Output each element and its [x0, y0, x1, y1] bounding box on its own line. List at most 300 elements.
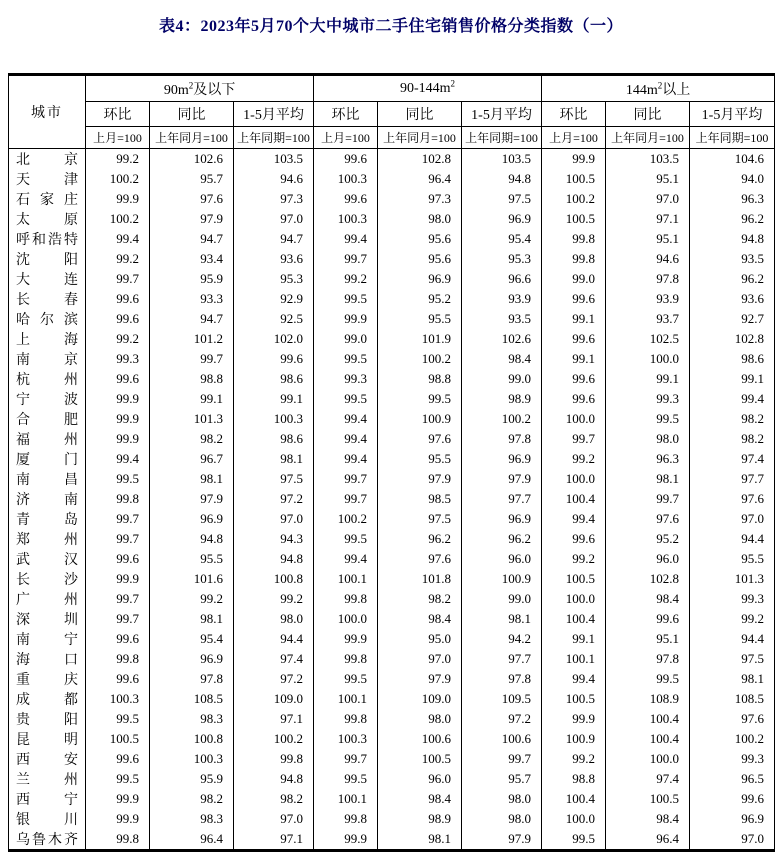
value-cell: 97.8: [462, 429, 542, 449]
value-cell: 99.6: [542, 289, 606, 309]
table-row: [9, 509, 775, 529]
city-name: 武汉: [16, 553, 78, 568]
value-cell: 99.7: [314, 469, 378, 489]
city-cell: [9, 369, 86, 389]
value-cell: 99.7: [86, 589, 150, 609]
table-row: [9, 149, 775, 170]
value-cell: 99.7: [150, 349, 234, 369]
value-cell: 98.0: [378, 209, 462, 229]
value-cell: 98.4: [378, 609, 462, 629]
value-cell: 100.2: [314, 509, 378, 529]
value-cell: 99.6: [86, 749, 150, 769]
value-cell: 98.8: [542, 769, 606, 789]
value-cell: 97.3: [378, 189, 462, 209]
value-cell: 95.5: [150, 549, 234, 569]
value-cell: 97.1: [234, 709, 314, 729]
city-cell: [9, 489, 86, 509]
value-cell: 99.7: [462, 749, 542, 769]
value-cell: 100.2: [542, 189, 606, 209]
value-cell: 99.5: [86, 709, 150, 729]
value-cell: 96.2: [378, 529, 462, 549]
value-cell: 100.4: [542, 489, 606, 509]
value-cell: 93.6: [234, 249, 314, 269]
table-row: [9, 489, 775, 509]
value-cell: 99.2: [314, 269, 378, 289]
table-row: [9, 749, 775, 769]
value-cell: 97.6: [690, 709, 775, 729]
city-cell: [9, 409, 86, 429]
table-row: [9, 209, 775, 229]
value-cell: 98.1: [234, 449, 314, 469]
value-cell: 100.8: [234, 569, 314, 589]
value-cell: 108.5: [690, 689, 775, 709]
value-cell: 100.4: [606, 729, 690, 749]
value-cell: 100.3: [314, 729, 378, 749]
value-cell: 109.0: [234, 689, 314, 709]
value-cell: 100.3: [314, 209, 378, 229]
value-cell: 97.6: [150, 189, 234, 209]
value-cell: 99.5: [86, 769, 150, 789]
value-cell: 97.4: [690, 449, 775, 469]
value-cell: 99.6: [542, 389, 606, 409]
value-cell: 100.4: [542, 609, 606, 629]
value-cell: 98.0: [462, 789, 542, 809]
city-cell: [9, 549, 86, 569]
value-cell: 95.9: [150, 769, 234, 789]
city-cell: [9, 309, 86, 329]
value-cell: 97.5: [378, 509, 462, 529]
value-cell: 94.2: [462, 629, 542, 649]
value-cell: 99.6: [86, 669, 150, 689]
city-cell: [9, 289, 86, 309]
value-cell: 97.7: [690, 469, 775, 489]
value-cell: 99.1: [234, 389, 314, 409]
value-cell: 99.5: [314, 389, 378, 409]
group-header-144-above: [542, 75, 775, 102]
value-cell: 97.5: [462, 189, 542, 209]
value-cell: 97.8: [150, 669, 234, 689]
value-cell: 97.3: [234, 189, 314, 209]
value-cell: 99.4: [86, 229, 150, 249]
value-cell: 99.4: [314, 549, 378, 569]
value-cell: 97.4: [606, 769, 690, 789]
value-cell: 96.6: [462, 269, 542, 289]
group-label-prefix: 90-144m: [399, 80, 451, 96]
value-cell: 99.6: [234, 349, 314, 369]
city-name: 乌鲁木齐: [16, 833, 78, 848]
city-cell: [9, 589, 86, 609]
value-cell: 95.6: [378, 249, 462, 269]
group-label-suffix: 以上: [662, 82, 691, 98]
value-cell: 96.9: [378, 269, 462, 289]
value-cell: 99.4: [314, 429, 378, 449]
city-name: 西安: [16, 753, 78, 768]
value-cell: 99.5: [314, 349, 378, 369]
value-cell: 98.0: [234, 609, 314, 629]
value-cell: 100.1: [542, 649, 606, 669]
city-name: 石家庄: [16, 193, 78, 208]
group-header-row: [9, 75, 775, 102]
value-cell: 100.0: [542, 589, 606, 609]
base-same-month-3: 上年同月=100: [606, 127, 690, 149]
city-name: 天津: [16, 173, 78, 188]
value-cell: 96.0: [606, 549, 690, 569]
value-cell: 95.5: [378, 309, 462, 329]
value-cell: 99.8: [86, 649, 150, 669]
value-cell: 99.1: [542, 309, 606, 329]
value-cell: 95.2: [606, 529, 690, 549]
value-cell: 100.3: [150, 749, 234, 769]
value-cell: 99.5: [314, 529, 378, 549]
city-name: 济南: [16, 493, 78, 508]
header-avg-2: 1-5月平均: [462, 102, 542, 127]
value-cell: 99.6: [86, 369, 150, 389]
value-cell: 102.6: [150, 149, 234, 170]
value-cell: 98.2: [378, 589, 462, 609]
value-cell: 99.8: [314, 709, 378, 729]
value-cell: 96.3: [606, 449, 690, 469]
value-cell: 103.5: [234, 149, 314, 170]
group-label-suffix: 及以下: [193, 82, 236, 98]
city-name: 海口: [16, 653, 78, 668]
value-cell: 99.6: [314, 189, 378, 209]
value-cell: 98.4: [606, 589, 690, 609]
value-cell: 96.2: [690, 209, 775, 229]
value-cell: 97.7: [462, 489, 542, 509]
value-cell: 97.0: [690, 509, 775, 529]
value-cell: 99.9: [314, 629, 378, 649]
table-row: [9, 669, 775, 689]
value-cell: 99.5: [314, 289, 378, 309]
value-cell: 98.6: [690, 349, 775, 369]
city-cell: [9, 769, 86, 789]
value-cell: 99.7: [86, 509, 150, 529]
city-cell: [9, 669, 86, 689]
value-cell: 96.9: [462, 449, 542, 469]
value-cell: 100.0: [606, 749, 690, 769]
table-row: [9, 369, 775, 389]
city-cell: [9, 789, 86, 809]
value-cell: 99.0: [462, 589, 542, 609]
value-cell: 92.9: [234, 289, 314, 309]
value-cell: 109.0: [378, 689, 462, 709]
city-cell: [9, 749, 86, 769]
city-name: 青岛: [16, 513, 78, 528]
value-cell: 99.5: [606, 669, 690, 689]
value-cell: 93.3: [150, 289, 234, 309]
value-cell: 94.0: [690, 169, 775, 189]
value-cell: 98.8: [150, 369, 234, 389]
value-cell: 94.6: [234, 169, 314, 189]
value-cell: 99.5: [314, 669, 378, 689]
page: [0, 13, 782, 848]
value-cell: 99.9: [314, 829, 378, 851]
value-cell: 92.5: [234, 309, 314, 329]
value-cell: 93.4: [150, 249, 234, 269]
value-cell: 97.6: [606, 509, 690, 529]
value-cell: 96.2: [690, 269, 775, 289]
value-cell: 99.9: [86, 429, 150, 449]
city-cell: [9, 389, 86, 409]
value-cell: 99.9: [86, 189, 150, 209]
city-cell: [9, 809, 86, 829]
value-cell: 95.1: [606, 169, 690, 189]
value-cell: 97.0: [606, 189, 690, 209]
header-mom-2: 环比: [314, 102, 378, 127]
value-cell: 96.2: [462, 529, 542, 549]
value-cell: 99.7: [314, 489, 378, 509]
group-header-90-144: [314, 75, 542, 102]
superscript-2: 2: [188, 79, 194, 90]
table-row: [9, 569, 775, 589]
city-cell: [9, 709, 86, 729]
table-row: [9, 649, 775, 669]
value-cell: 100.8: [150, 729, 234, 749]
value-cell: 100.5: [86, 729, 150, 749]
value-cell: 97.9: [150, 209, 234, 229]
table-row: [9, 269, 775, 289]
value-cell: 94.7: [234, 229, 314, 249]
value-cell: 94.6: [606, 249, 690, 269]
subcolumn-header-row: [9, 102, 775, 127]
value-cell: 101.6: [150, 569, 234, 589]
value-cell: 99.8: [542, 229, 606, 249]
value-cell: 98.3: [150, 709, 234, 729]
city-cell: [9, 249, 86, 269]
value-cell: 94.8: [150, 529, 234, 549]
value-cell: 95.5: [378, 449, 462, 469]
city-name: 南昌: [16, 473, 78, 488]
value-cell: 99.0: [462, 369, 542, 389]
value-cell: 99.6: [314, 149, 378, 170]
value-cell: 96.9: [150, 649, 234, 669]
value-cell: 97.7: [462, 649, 542, 669]
table-row: [9, 409, 775, 429]
header-mom-3: 环比: [542, 102, 606, 127]
value-cell: 94.8: [234, 549, 314, 569]
base-prev-month-3: 上月=100: [542, 127, 606, 149]
value-cell: 99.0: [314, 329, 378, 349]
value-cell: 100.0: [542, 469, 606, 489]
value-cell: 100.0: [606, 349, 690, 369]
table-row: [9, 289, 775, 309]
table-row: [9, 249, 775, 269]
city-name: 杭州: [16, 373, 78, 388]
value-cell: 99.7: [606, 489, 690, 509]
value-cell: 100.9: [378, 409, 462, 429]
value-cell: 95.4: [150, 629, 234, 649]
value-cell: 99.3: [690, 589, 775, 609]
value-cell: 99.7: [86, 529, 150, 549]
value-cell: 108.9: [606, 689, 690, 709]
value-cell: 100.1: [314, 569, 378, 589]
value-cell: 98.6: [234, 429, 314, 449]
table-row: [9, 309, 775, 329]
city-name: 大连: [16, 273, 78, 288]
table-row: [9, 429, 775, 449]
value-cell: 98.9: [462, 389, 542, 409]
value-cell: 99.3: [690, 749, 775, 769]
value-cell: 99.4: [542, 669, 606, 689]
value-cell: 99.7: [314, 749, 378, 769]
value-cell: 97.1: [606, 209, 690, 229]
base-same-month-2: 上年同月=100: [378, 127, 462, 149]
value-cell: 100.5: [542, 569, 606, 589]
value-cell: 99.4: [314, 449, 378, 469]
value-cell: 93.9: [462, 289, 542, 309]
value-cell: 97.9: [150, 489, 234, 509]
base-prev-month-1: 上月=100: [86, 127, 150, 149]
value-cell: 98.6: [234, 369, 314, 389]
value-cell: 98.4: [462, 349, 542, 369]
value-cell: 99.9: [542, 149, 606, 170]
value-cell: 100.5: [606, 789, 690, 809]
value-cell: 99.3: [314, 369, 378, 389]
value-cell: 97.0: [690, 829, 775, 851]
city-name: 郑州: [16, 533, 78, 548]
value-cell: 102.5: [606, 329, 690, 349]
city-cell: [9, 629, 86, 649]
city-cell: [9, 509, 86, 529]
value-cell: 98.1: [462, 609, 542, 629]
value-cell: 99.2: [150, 589, 234, 609]
value-cell: 99.6: [542, 369, 606, 389]
table-row: [9, 469, 775, 489]
value-cell: 98.1: [606, 469, 690, 489]
value-cell: 99.6: [86, 549, 150, 569]
value-cell: 98.1: [378, 829, 462, 851]
city-cell: [9, 329, 86, 349]
value-cell: 98.1: [150, 609, 234, 629]
value-cell: 98.2: [690, 429, 775, 449]
value-cell: 99.4: [314, 409, 378, 429]
value-cell: 95.6: [378, 229, 462, 249]
value-cell: 95.3: [462, 249, 542, 269]
value-cell: 99.2: [690, 609, 775, 629]
city-name: 南京: [16, 353, 78, 368]
value-cell: 101.3: [690, 569, 775, 589]
value-cell: 94.8: [690, 229, 775, 249]
value-cell: 102.6: [462, 329, 542, 349]
table-row: [9, 729, 775, 749]
city-name: 广州: [16, 593, 78, 608]
value-cell: 96.4: [606, 829, 690, 851]
value-cell: 97.0: [378, 649, 462, 669]
city-cell: [9, 569, 86, 589]
value-cell: 100.5: [542, 689, 606, 709]
value-cell: 99.4: [690, 389, 775, 409]
header-yoy-1: 同比: [150, 102, 234, 127]
city-name: 贵阳: [16, 713, 78, 728]
value-cell: 100.2: [462, 409, 542, 429]
value-cell: 99.6: [86, 289, 150, 309]
table-row: [9, 829, 775, 851]
city-cell: [9, 609, 86, 629]
value-cell: 101.3: [150, 409, 234, 429]
city-cell: [9, 729, 86, 749]
value-cell: 97.1: [234, 829, 314, 851]
value-cell: 97.2: [234, 489, 314, 509]
value-cell: 99.8: [86, 489, 150, 509]
base-same-period-2: 上年同期=100: [462, 127, 542, 149]
value-cell: 100.1: [314, 789, 378, 809]
value-cell: 97.9: [462, 469, 542, 489]
value-cell: 100.9: [542, 729, 606, 749]
group-label-prefix: 90m: [163, 82, 189, 98]
value-cell: 98.0: [606, 429, 690, 449]
value-cell: 97.9: [378, 469, 462, 489]
base-header-row: [9, 127, 775, 149]
value-cell: 97.9: [378, 669, 462, 689]
value-cell: 99.5: [314, 769, 378, 789]
value-cell: 99.8: [234, 749, 314, 769]
header-avg-3: 1-5月平均: [690, 102, 775, 127]
header-mom-1: 环比: [86, 102, 150, 127]
value-cell: 99.4: [314, 229, 378, 249]
city-name: 深圳: [16, 613, 78, 628]
value-cell: 108.5: [150, 689, 234, 709]
table-row: [9, 589, 775, 609]
value-cell: 99.7: [86, 609, 150, 629]
value-cell: 102.8: [378, 149, 462, 170]
value-cell: 100.4: [606, 709, 690, 729]
value-cell: 102.8: [690, 329, 775, 349]
value-cell: 98.1: [150, 469, 234, 489]
city-name: 银川: [16, 813, 78, 828]
city-name: 长春: [16, 293, 78, 308]
value-cell: 96.9: [150, 509, 234, 529]
table-row: [9, 529, 775, 549]
table-row: [9, 629, 775, 649]
city-name: 长沙: [16, 573, 78, 588]
value-cell: 96.5: [690, 769, 775, 789]
value-cell: 98.0: [462, 809, 542, 829]
value-cell: 97.5: [234, 469, 314, 489]
value-cell: 95.7: [462, 769, 542, 789]
value-cell: 96.0: [462, 549, 542, 569]
value-cell: 99.9: [86, 389, 150, 409]
city-name: 太原: [16, 213, 78, 228]
value-cell: 100.4: [542, 789, 606, 809]
value-cell: 99.2: [234, 589, 314, 609]
value-cell: 99.9: [86, 809, 150, 829]
header-yoy-2: 同比: [378, 102, 462, 127]
value-cell: 98.2: [690, 409, 775, 429]
city-cell: [9, 209, 86, 229]
value-cell: 97.0: [234, 209, 314, 229]
value-cell: 95.5: [690, 549, 775, 569]
superscript-2: 2: [657, 79, 663, 90]
value-cell: 96.4: [150, 829, 234, 851]
value-cell: 99.1: [690, 369, 775, 389]
value-cell: 93.7: [606, 309, 690, 329]
city-cell: [9, 469, 86, 489]
value-cell: 94.8: [234, 769, 314, 789]
group-label-prefix: 144m: [625, 82, 658, 98]
city-cell: [9, 429, 86, 449]
value-cell: 96.4: [378, 169, 462, 189]
value-cell: 98.2: [234, 789, 314, 809]
table-row: [9, 809, 775, 829]
table-row: [9, 229, 775, 249]
value-cell: 100.3: [86, 689, 150, 709]
value-cell: 99.8: [86, 829, 150, 851]
base-same-month-1: 上年同月=100: [150, 127, 234, 149]
value-cell: 99.2: [542, 749, 606, 769]
value-cell: 95.9: [150, 269, 234, 289]
city-name: 成都: [16, 693, 78, 708]
value-cell: 99.6: [542, 529, 606, 549]
